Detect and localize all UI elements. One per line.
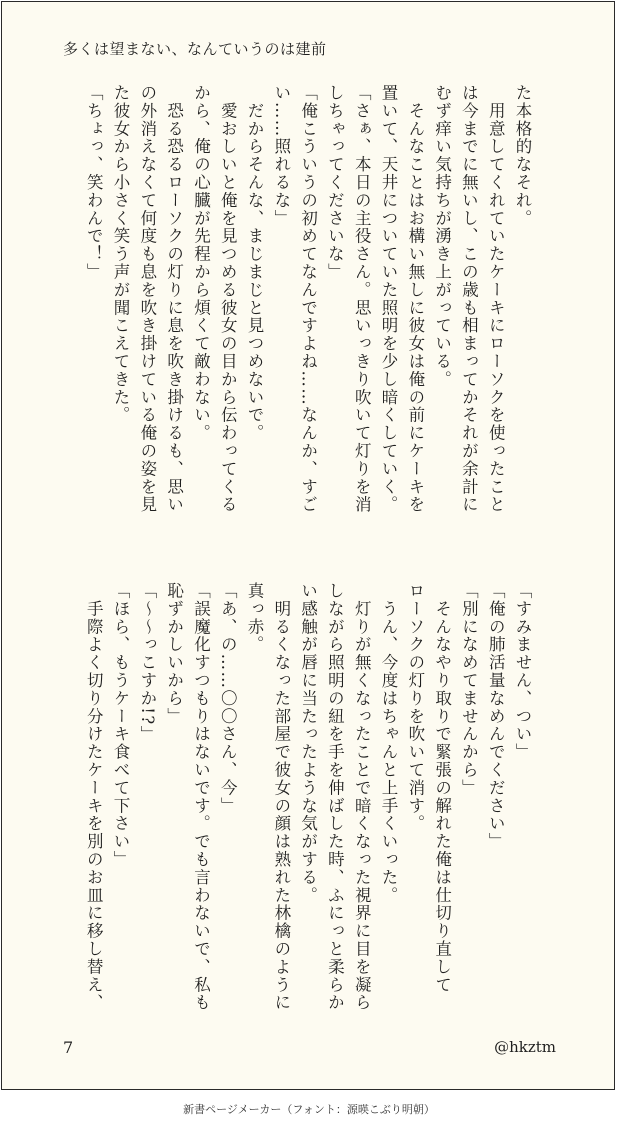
book-page [1,1,615,1090]
text-block-bottom: 「すみません、つい」 「俺の肺活量なめんでください」 「別になめてませんから」 そんなやり取りで緊張の解れた俺は仕切り直して ローソクの灯りを吹いて消す。 うん、今度はちゃんと上手くいった。 灯りが無くなったことで暗くなった視界に目を凝ら しながら照明の紐を手を伸ばした時、ふにっと柔らか い感触が唇に当たったような気がする。 明るくなった部屋で彼女の顔は熟れた林檎のように 真っ赤。 「あ、の……〇〇さん、今」 「誤魔化すつもりはないです。でも言わないで、私も 恥ずかしいから」 「〜〜っこすか!?」 「ほら、もうケーキ食べて下さい」 手際よく切り分けたケーキを別のお皿に移し替え、 [84,582,532,1012]
generator-credit: 新書ページメーカー（フォント：源暎こぶり明朝） [183,1103,435,1116]
page-number: 7 [63,1038,74,1057]
text-block-top: た本格的なそれ。 用意してくれていたケーキにローソクを使ったこと は今までに無いし、この歳も相まってかそれが余計に むず痒い気持ちが湧き上がっている。 そんなことはお構い無しに彼女は俺の前にケーキを 置いて、天井についていた照明を少し暗くしていく。 「さぁ、本日の主役さん。思いっきり吹いて灯りを消 しちゃってくださいな」 「俺こういうの初めてなんですよね……なんか、すご い……照れるな」 だからそんな、まじまじと見つめないで。 愛おしいと俺を見つめる彼女の目から伝わってくる から、俺の心臓が先程から煩くて敵わない。 恐る恐るローソクの灯りに息を吹き掛けるも、思い の外消えなくて何度も息を吹き掛けている俺の姿を見 た彼女から小さく笑う声が聞こえてきた。 「ちょっ、笑わんで！」 [84,84,532,514]
author-handle: @hkztm [494,1038,556,1056]
page-title: 多くは望まない、なんていうのは建前 [63,40,327,58]
